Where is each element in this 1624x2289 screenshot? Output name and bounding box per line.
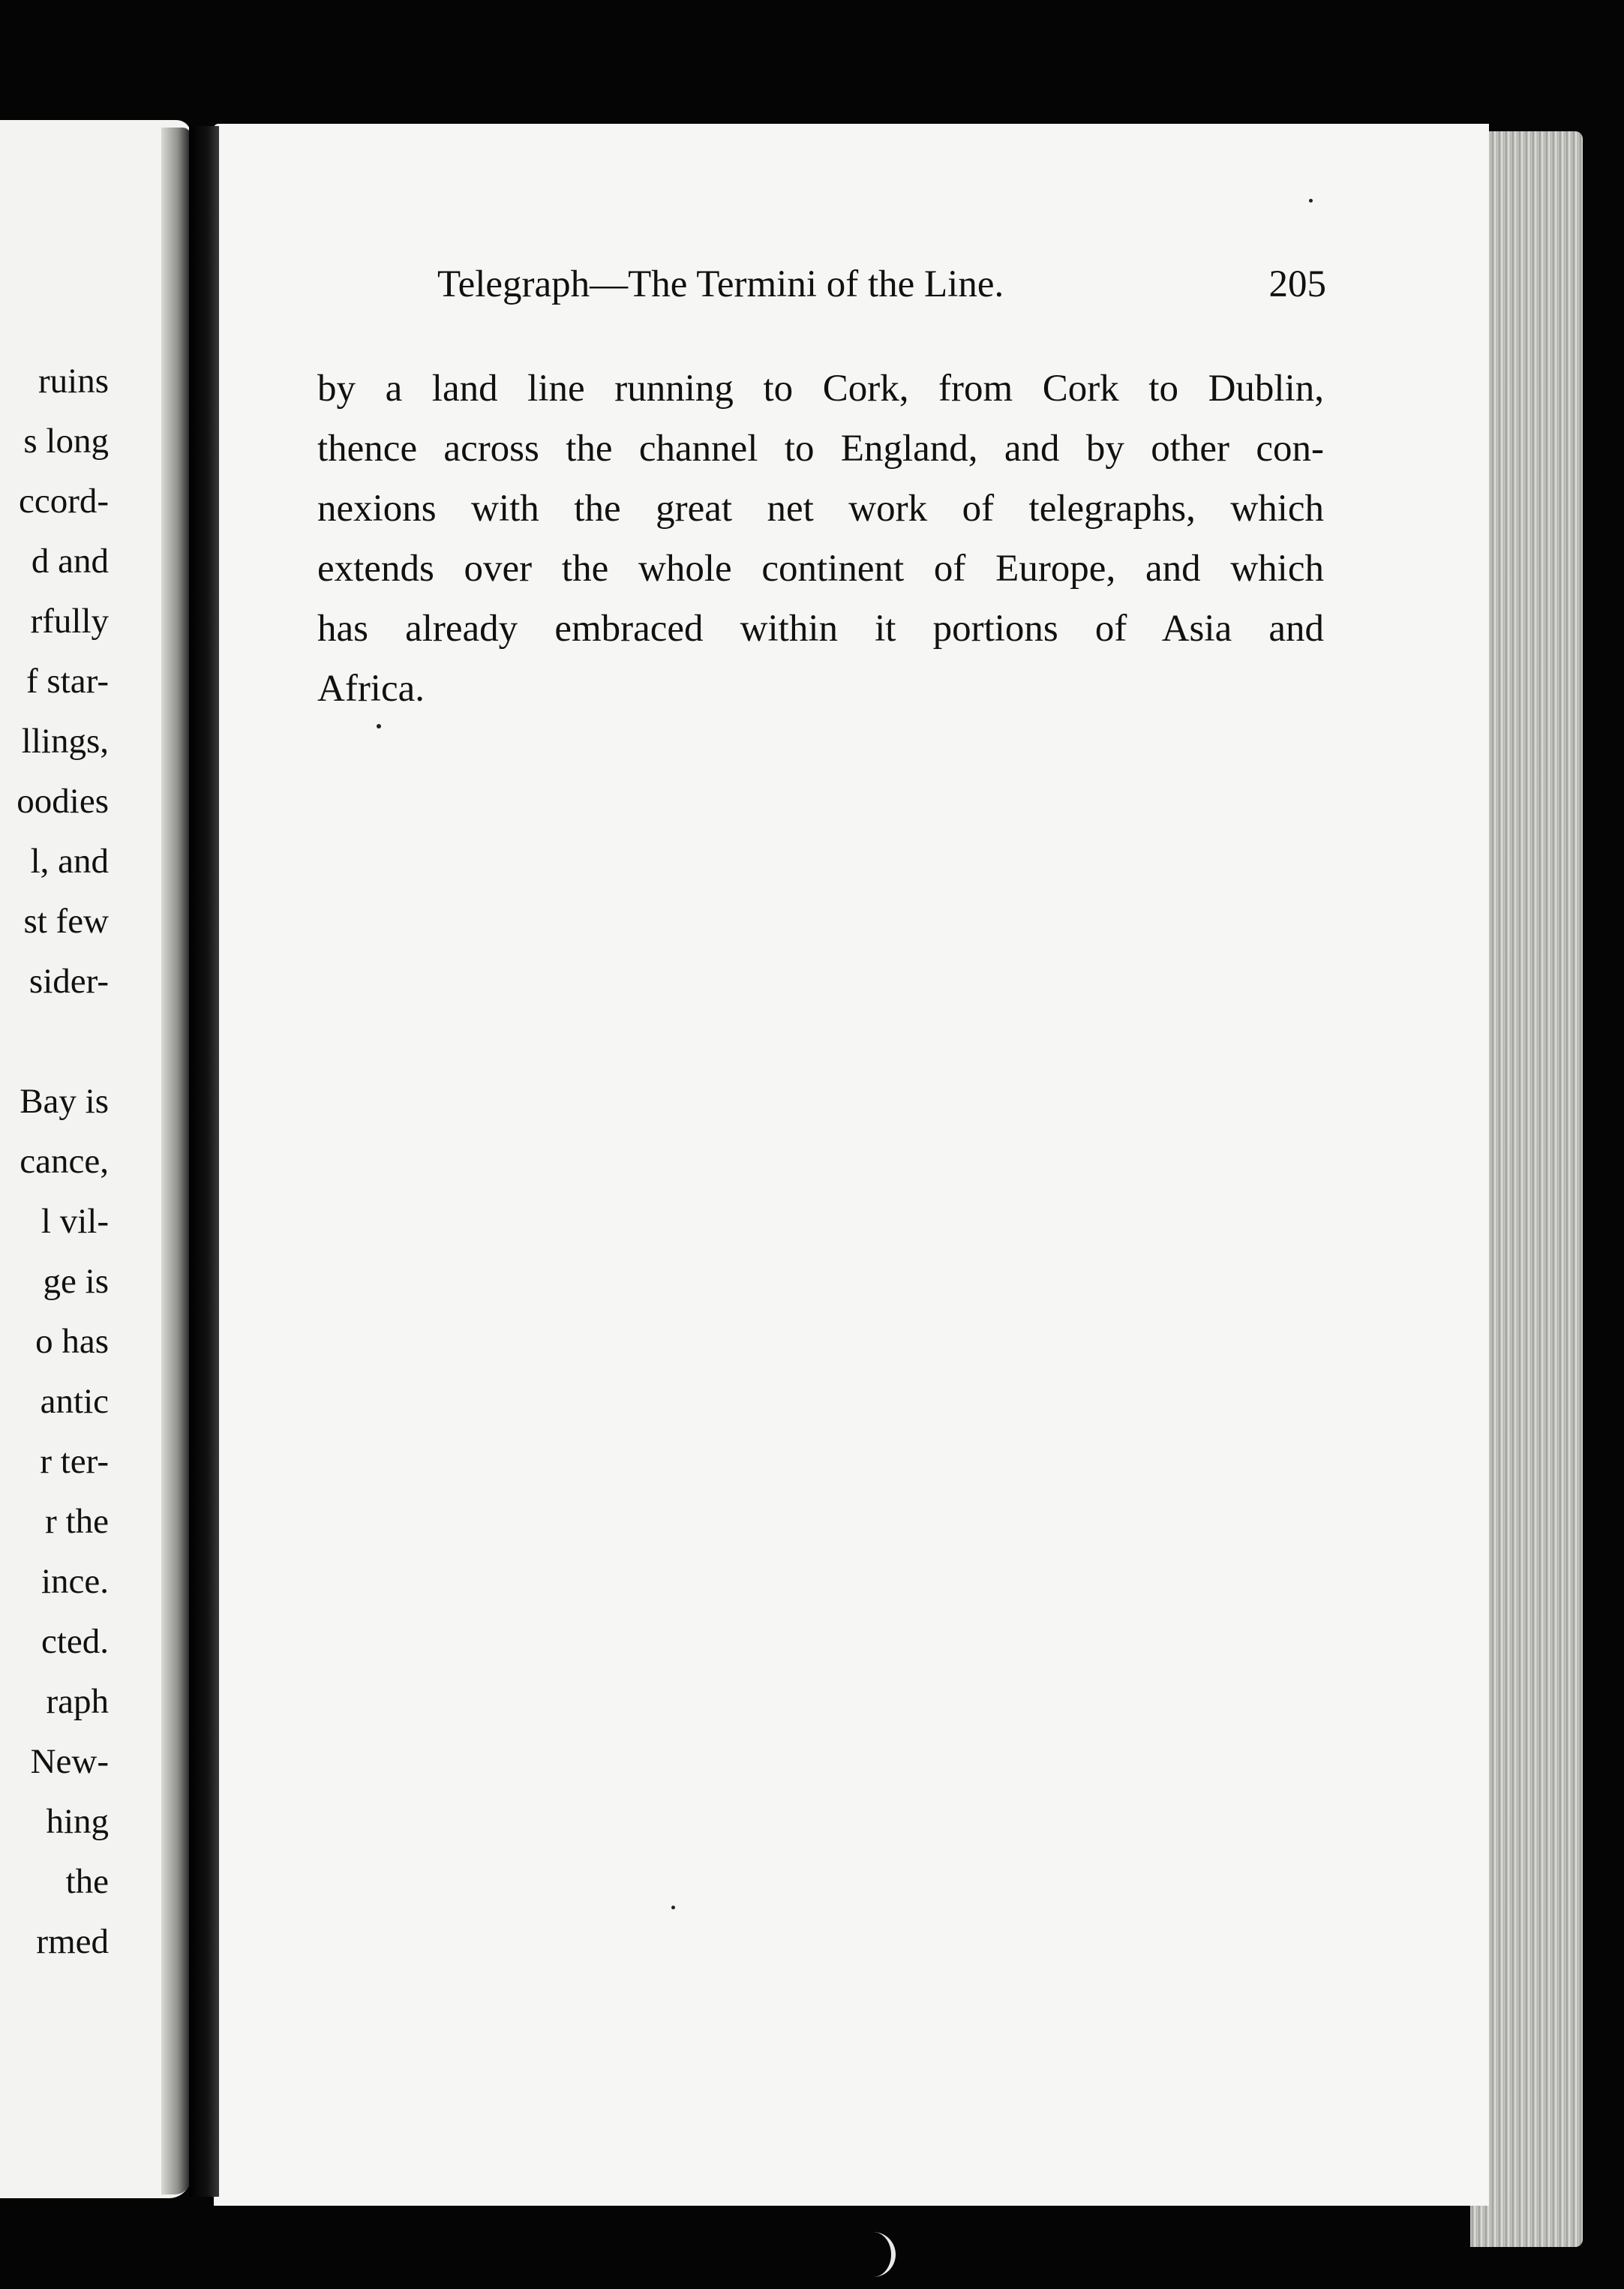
text-line: thence across the channel to England, and by other con- bbox=[317, 428, 1324, 470]
fragment-line: antic bbox=[40, 1382, 109, 1421]
fragment-line: ince. bbox=[41, 1562, 109, 1601]
fragment-line: l, and bbox=[30, 842, 109, 881]
fragment-line: New- bbox=[30, 1742, 109, 1781]
text-line: Africa. bbox=[317, 668, 425, 710]
fragment-line: Bay is bbox=[20, 1082, 109, 1121]
running-head-title: Telegraph—The Termini of the Line. bbox=[437, 263, 1004, 305]
scan-speck bbox=[671, 1906, 675, 1909]
fragment-line: ge is bbox=[43, 1262, 109, 1301]
fragment-line: r the bbox=[45, 1502, 109, 1541]
fragment-line: ruins bbox=[38, 362, 109, 401]
fragment-line: sider- bbox=[29, 962, 109, 1001]
fragment-line: rmed bbox=[36, 1922, 109, 1961]
fragment-line: oodies bbox=[17, 782, 109, 821]
text-line: extends over the whole continent of Europe, and which bbox=[317, 548, 1324, 590]
previous-page-gutter bbox=[161, 128, 191, 2194]
fragment-line: s long bbox=[23, 422, 109, 461]
fragment-line: the bbox=[65, 1862, 109, 1901]
fragment-line: cted. bbox=[41, 1622, 109, 1661]
fragment-line: l vil- bbox=[41, 1202, 109, 1241]
fragment-line: d and bbox=[31, 542, 109, 581]
fragment-line: o has bbox=[35, 1322, 109, 1361]
fragment-line bbox=[0, 1011, 109, 1071]
scan-speck bbox=[377, 724, 381, 728]
running-head bbox=[437, 263, 1326, 306]
fragment-line: st few bbox=[23, 902, 109, 941]
text-line: nexions with the great net work of telegraphs, which bbox=[317, 488, 1324, 530]
fragment-line: cance, bbox=[20, 1142, 109, 1181]
text-line: has already embraced within it portions of Asia and bbox=[317, 608, 1324, 650]
fragment-line: ccord- bbox=[18, 482, 109, 521]
book-spine-shadow bbox=[189, 126, 219, 2197]
fragment-line: r ter- bbox=[40, 1442, 109, 1481]
fragment-line: f star- bbox=[26, 662, 109, 701]
fragment-line: llings, bbox=[21, 722, 109, 761]
fragment-line: hing bbox=[46, 1802, 109, 1841]
scan-speck bbox=[1309, 199, 1313, 203]
scan-artifact bbox=[870, 2232, 896, 2277]
page-number: 205 bbox=[1268, 263, 1326, 305]
body-paragraph bbox=[317, 359, 1324, 719]
fragment-line: raph bbox=[46, 1682, 109, 1721]
fragment-line: rfully bbox=[30, 602, 109, 641]
text-line: by a land line running to Cork, from Cork to Dublin, bbox=[317, 368, 1324, 410]
previous-page-text-fragments bbox=[0, 351, 109, 1972]
